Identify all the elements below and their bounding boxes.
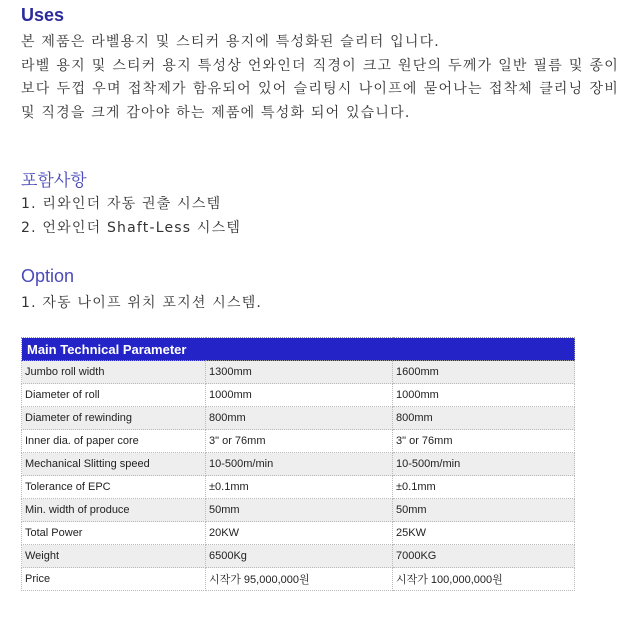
param-name: Mechanical Slitting speed [22, 453, 206, 476]
param-name: Tolerance of EPC [22, 476, 206, 499]
included-item: 1. 리와인더 자동 권출 시스템 [21, 196, 222, 212]
param-value-1600: 1600mm [393, 361, 575, 384]
param-value-1300: 시작가 95,000,000원 [206, 568, 393, 591]
param-value-1600: 1000mm [393, 384, 575, 407]
param-name: Min. width of produce [22, 499, 206, 522]
param-name: Diameter of roll [22, 384, 206, 407]
param-name: Inner dia. of paper core [22, 430, 206, 453]
technical-parameter-table [21, 337, 575, 591]
table-row [22, 453, 575, 476]
param-name: Weight [22, 545, 206, 568]
table-row [22, 568, 575, 591]
option-item: 1. 자동 나이프 위치 포지션 시스템. [21, 295, 263, 311]
option-list [21, 291, 262, 315]
included-heading: 포함사항 [21, 171, 87, 191]
param-value-1300: 6500Kg [206, 545, 393, 568]
param-value-1600: 10-500m/min [393, 453, 575, 476]
included-list [21, 192, 241, 240]
option-heading: Option [21, 266, 75, 286]
uses-heading: Uses [21, 5, 65, 25]
param-value-1600: 3" or 76mm [393, 430, 575, 453]
table-header-row [22, 338, 575, 361]
table-row [22, 522, 575, 545]
param-value-1300: ±0.1mm [206, 476, 393, 499]
param-value-1300: 800mm [206, 407, 393, 430]
param-value-1300: 20KW [206, 522, 393, 545]
table-header: Main Technical Parameter [22, 338, 575, 361]
table-row [22, 430, 575, 453]
param-value-1300: 3" or 76mm [206, 430, 393, 453]
uses-line-2: 라벨 용지 및 스티커 용지 특성상 언와인더 직경이 크고 원단의 두께가 일반 필름 및 종이 보다 두껍 우며 접착제가 함유되어 있어 슬리팅시 나이프에 묻어나는 접착체 클리닝 장비 및 직경을 크게 감아야 하는 제품에 특성화 되어 있습니다. [21, 57, 619, 121]
table-row [22, 407, 575, 430]
table-row [22, 384, 575, 407]
uses-description [21, 31, 619, 125]
param-name: Diameter of rewinding [22, 407, 206, 430]
param-value-1600: 800mm [393, 407, 575, 430]
param-value-1300: 50mm [206, 499, 393, 522]
param-value-1600: 25KW [393, 522, 575, 545]
param-name: Total Power [22, 522, 206, 545]
table-row [22, 499, 575, 522]
param-value-1300: 1300mm [206, 361, 393, 384]
table-row [22, 545, 575, 568]
uses-line-1: 본 제품은 라벨용지 및 스티커 용지에 특성화된 슬리터 입니다. [21, 34, 440, 50]
param-value-1300: 1000mm [206, 384, 393, 407]
param-value-1600: ±0.1mm [393, 476, 575, 499]
param-name: Jumbo roll width [22, 361, 206, 384]
param-value-1600: 50mm [393, 499, 575, 522]
param-value-1600: 시작가 100,000,000원 [393, 568, 575, 591]
param-value-1300: 10-500m/min [206, 453, 393, 476]
table-row [22, 361, 575, 384]
param-name: Price [22, 568, 206, 591]
included-item: 2. 언와인더 Shaft-Less 시스템 [21, 220, 242, 236]
param-value-1600: 7000KG [393, 545, 575, 568]
table-row [22, 476, 575, 499]
